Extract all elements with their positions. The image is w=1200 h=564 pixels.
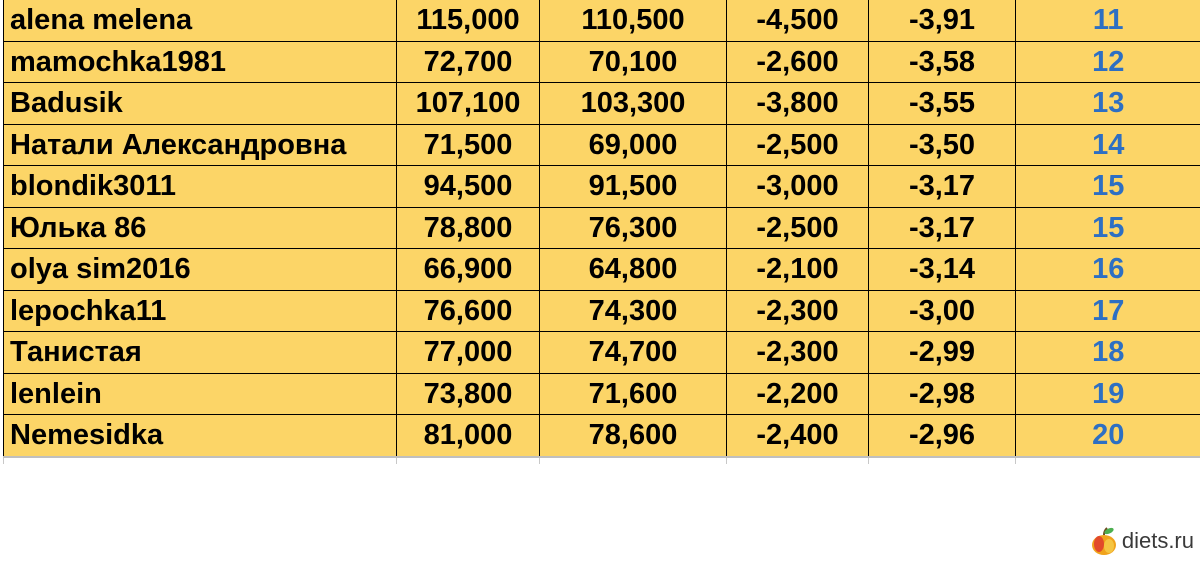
table-row [4,0,1200,41]
grid-line-tail [868,458,869,464]
current-weight-cell: 74,300 [540,290,727,332]
current-weight-cell: 110,500 [540,0,727,41]
rank-place-cell: 14 [1016,124,1200,166]
grid-line-tail [1015,458,1016,464]
start-weight-cell: 76,600 [397,290,540,332]
current-weight-cell: 71,600 [540,373,727,415]
start-weight-cell: 77,000 [397,332,540,374]
rank-place-cell: 12 [1016,41,1200,83]
participant-name-cell: blondik3011 [4,166,397,208]
participant-name-cell: Танистая [4,332,397,374]
watermark [1090,526,1194,556]
participant-name-cell: Nemesidka [4,415,397,457]
current-weight-cell: 64,800 [540,249,727,291]
rank-place-cell: 15 [1016,166,1200,208]
start-weight-cell: 107,100 [397,83,540,125]
percent-change-cell: -3,91 [869,0,1016,41]
participant-name-cell: Натали Александровна [4,124,397,166]
percent-change-cell: -3,50 [869,124,1016,166]
table-row [4,124,1200,166]
percent-change-cell: -3,00 [869,290,1016,332]
rank-place-cell: 15 [1016,207,1200,249]
rank-place-cell: 20 [1016,415,1200,457]
table-row [4,290,1200,332]
participant-name-cell: lepochka11 [4,290,397,332]
percent-change-cell: -2,98 [869,373,1016,415]
weight-difference-cell: -2,500 [727,124,869,166]
weight-difference-cell: -2,300 [727,290,869,332]
participant-name-cell: Юлька 86 [4,207,397,249]
table-row [4,41,1200,83]
weight-difference-cell: -2,600 [727,41,869,83]
table-row [4,166,1200,208]
grid-line-tail [3,458,4,464]
table-row [4,249,1200,291]
table-row [4,415,1200,457]
watermark-text: diets.ru [1121,528,1194,553]
weight-difference-cell: -2,100 [727,249,869,291]
weight-difference-cell: -4,500 [727,0,869,41]
percent-change-cell: -3,14 [869,249,1016,291]
percent-change-cell: -2,96 [869,415,1016,457]
grid-line-tail [726,458,727,464]
table-row [4,332,1200,374]
rank-place-cell: 13 [1016,83,1200,125]
participant-name-cell: alena melena [4,0,397,41]
table-body [4,0,1200,457]
weight-difference-cell: -3,800 [727,83,869,125]
start-weight-cell: 71,500 [397,124,540,166]
percent-change-cell: -3,55 [869,83,1016,125]
current-weight-cell: 74,700 [540,332,727,374]
percent-change-cell: -3,58 [869,41,1016,83]
current-weight-cell: 91,500 [540,166,727,208]
grid-line-tail [539,458,540,464]
start-weight-cell: 72,700 [397,41,540,83]
table-row [4,207,1200,249]
percent-change-cell: -3,17 [869,166,1016,208]
participant-name-cell: lenlein [4,373,397,415]
rank-place-cell: 17 [1016,290,1200,332]
participant-name-cell: Badusik [4,83,397,125]
current-weight-cell: 76,300 [540,207,727,249]
current-weight-cell: 70,100 [540,41,727,83]
current-weight-cell: 69,000 [540,124,727,166]
current-weight-cell: 103,300 [540,83,727,125]
weight-difference-cell: -2,500 [727,207,869,249]
start-weight-cell: 94,500 [397,166,540,208]
weight-difference-cell: -2,400 [727,415,869,457]
start-weight-cell: 66,900 [397,249,540,291]
percent-change-cell: -2,99 [869,332,1016,374]
start-weight-cell: 81,000 [397,415,540,457]
table-row [4,373,1200,415]
weight-difference-cell: -2,200 [727,373,869,415]
participant-name-cell: mamochka1981 [4,41,397,83]
participant-name-cell: olya sim2016 [4,249,397,291]
start-weight-cell: 78,800 [397,207,540,249]
weight-difference-cell: -2,300 [727,332,869,374]
start-weight-cell: 115,000 [397,0,540,41]
weight-difference-cell: -3,000 [727,166,869,208]
rank-place-cell: 16 [1016,249,1200,291]
rank-place-cell: 11 [1016,0,1200,41]
grid-line-tail [396,458,397,464]
current-weight-cell: 78,600 [540,415,727,457]
start-weight-cell: 73,800 [397,373,540,415]
rank-place-cell: 18 [1016,332,1200,374]
rank-place-cell: 19 [1016,373,1200,415]
table-row [4,83,1200,125]
apple-icon [1090,526,1118,556]
results-table [3,0,1200,458]
percent-change-cell: -3,17 [869,207,1016,249]
